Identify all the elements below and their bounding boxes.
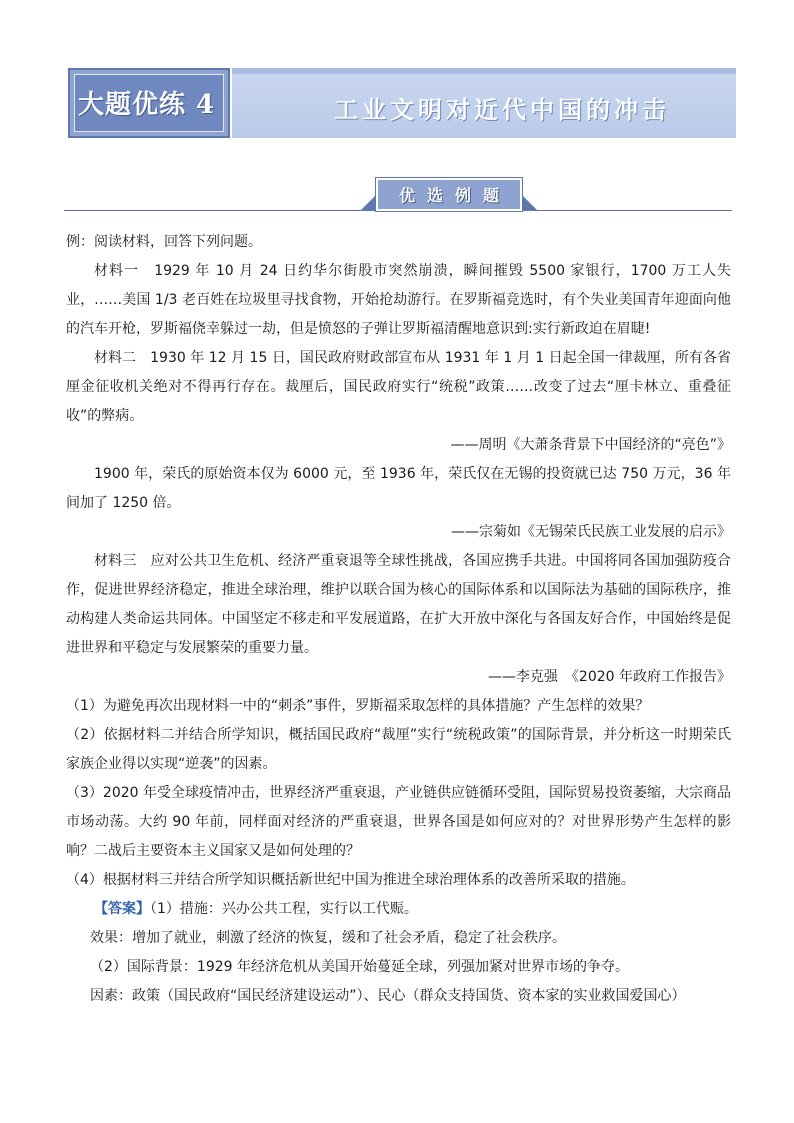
source-citation-3: ——李克强 《2020 年政府工作报告》 <box>487 669 731 685</box>
answer-line-3: （2）国际背景：1929 年经济危机从美国开始蔓延全球，列强加紧对世界市场的争夺。 <box>90 959 629 975</box>
answer-label: 【答案】 <box>94 901 150 917</box>
material-2-continued: 1900 年，荣氏的原始资本仅为 6000 元，至 1936 年，荣氏仅在无锡的投资就已达 750 万元，36 年间加了 1250 倍。 <box>66 466 731 511</box>
section-title: 优选例题 <box>398 186 511 205</box>
question-2: （2）依据材料二并结合所学知识，概括国民政府“裁厘”实行“统税政策”的国际背景，并分析这一时期荣氏家族企业得以实现“逆袭”的因素。 <box>66 727 731 772</box>
answer-line-2: 效果：增加了就业，刺激了经济的恢复，缓和了社会矛盾，稳定了社会秩序。 <box>90 930 566 946</box>
intro-text: 例：阅读材料，回答下列问题。 <box>66 234 262 250</box>
chapter-badge-label: 大题优练 4 <box>78 90 216 120</box>
material-3: 材料三 应对公共卫生危机、经济严重衰退等全球性挑战，各国应携手共进。中国将同各国加强防疫合作，促进世界经济稳定，推进全球治理，维护以联合国为核心的国际体系和以国际法为基础的国际秩序，推动构建人类命运共同体。中国坚定不移走和平发展道路，在扩大开放中深化与各国友好合作，中国始终是促进世界和平稳定与发展繁荣的重要力量。 <box>66 553 731 656</box>
source-citation-1: ——周明《大萧条背景下中国经济的“亮色”》 <box>450 437 731 453</box>
answer-line-1 <box>66 895 731 924</box>
source-citation-2: ——宗菊如《无锡荣氏民族工业发展的启示》 <box>451 524 731 540</box>
section-badge <box>360 178 538 211</box>
chapter-title-bar <box>232 68 736 138</box>
material-2: 材料二 1930 年 12 月 15 日，国民政府财政部宣布从 1931 年 1 月 1 日起全国一律裁厘，所有各省厘金征收机关绝对不得再行存在。裁厘后，国民政府实行“统税”政策……改变了过去“厘卡林立、重叠征收”的弊病。 <box>66 350 731 424</box>
chapter-banner <box>68 68 736 138</box>
chapter-title: 工业文明对近代中国的冲击 <box>334 96 670 124</box>
answer-text-1: （1）措施：兴办公共工程，实行以工代赈。 <box>150 901 418 917</box>
material-1: 材料一 1929 年 10 月 24 日约华尔街股市突然崩溃，瞬间摧毁 5500 家银行，1700 万工人失业，……美国 1/3 老百姓在垃圾里寻找食物，开始抢劫游行。在罗斯福竞选时，有个失业美国青年迎面向他的汽车开枪，罗斯福侥幸躲过一劫，但是愤怒的子弹让罗斯福清醒地意识到:实行新政迫在眉睫! <box>66 263 731 337</box>
document-body <box>66 228 731 1011</box>
answer-line-4: 因素：政策（国民政府“国民经济建设运动”）、民心（群众支持国货、资本家的实业救国爱国心） <box>90 988 686 1004</box>
chapter-badge <box>68 68 230 138</box>
section-header <box>64 178 732 214</box>
question-1: （1）为避免再次出现材料一中的“刺杀”事件，罗斯福采取怎样的具体措施？产生怎样的效果？ <box>66 698 650 714</box>
question-3: （3）2020 年受全球疫情冲击，世界经济严重衰退，产业链供应链循环受阻，国际贸易投资萎缩，大宗商品市场动荡。大约 90 年前，同样面对经济的严重衰退，世界各国是如何应对的？对世界形势产生怎样的影响？二战后主要资本主义国家又是如何处理的？ <box>66 785 731 859</box>
question-4: （4）根据材料三并结合所学知识概括新世纪中国为推进全球治理体系的改善所采取的措施。 <box>66 872 635 888</box>
